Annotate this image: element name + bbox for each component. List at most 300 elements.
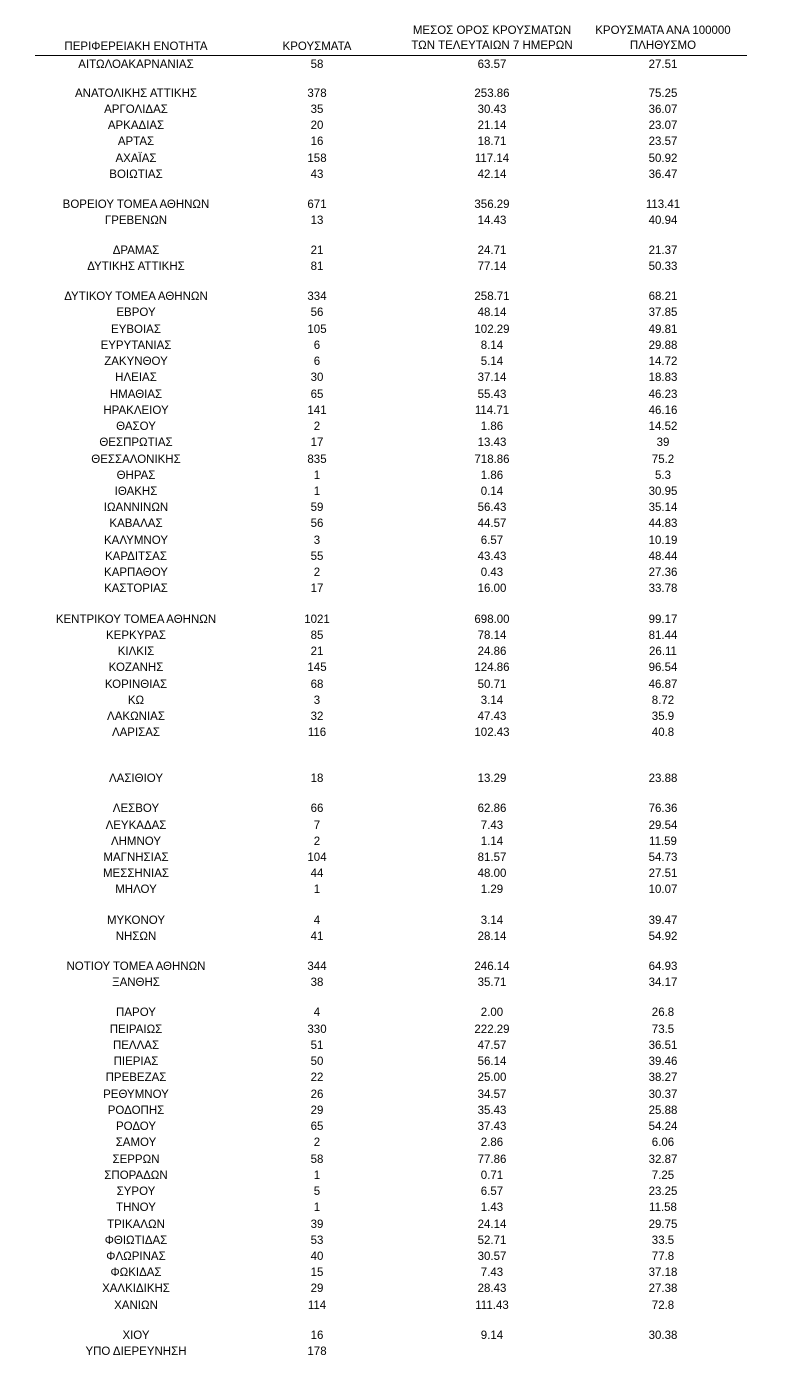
row-regional-unit: ΦΘΙΩΤΙΔΑΣ: [104, 1235, 168, 1247]
row-cases: 141: [307, 405, 327, 417]
row-cases: 2: [313, 421, 321, 433]
row-cases: 39: [310, 1219, 324, 1231]
row-per-100k: 40.8: [651, 727, 675, 739]
table-row: [0, 1201, 805, 1216]
row-per-100k: 23.07: [648, 120, 678, 132]
table-row: [0, 1055, 805, 1070]
row-cases: 178: [307, 1346, 327, 1358]
row-regional-unit: ΓΡΕΒΕΝΩΝ: [104, 215, 168, 227]
row-cases: 2: [313, 567, 321, 579]
row-regional-unit: ΚΑΒΑΛΑΣ: [109, 518, 163, 530]
table-row: [0, 1120, 805, 1135]
row-per-100k: 23.88: [648, 773, 678, 785]
row-per-100k: 11.59: [649, 836, 677, 848]
table-row: [0, 1266, 805, 1281]
row-per-100k: 18.83: [648, 372, 678, 384]
row-cases: 40: [310, 1251, 324, 1263]
row-cases: 114: [307, 1300, 327, 1312]
row-7day-average: 2.86: [480, 1137, 504, 1149]
table-row: [0, 58, 805, 73]
row-7day-average: 55.43: [477, 389, 507, 401]
row-7day-average: 37.43: [477, 1121, 507, 1133]
table-row: [0, 420, 805, 435]
row-regional-unit: ΑΡΤΑΣ: [117, 136, 155, 148]
row-per-100k: 32.87: [648, 1154, 678, 1166]
row-7day-average: 34.57: [477, 1089, 507, 1101]
row-regional-unit: ΚΟΡΙΝΘΙΑΣ: [104, 679, 168, 691]
row-cases: 158: [307, 153, 327, 165]
row-7day-average: 222.29: [474, 1024, 510, 1036]
table-row: [0, 485, 805, 500]
row-per-100k: 49.81: [648, 324, 678, 336]
table-row: [0, 976, 805, 991]
row-7day-average: 3.14: [480, 695, 504, 707]
row-cases: 21: [310, 646, 324, 658]
table-row: [0, 1153, 805, 1168]
row-regional-unit: ΡΟΔΟΠΗΣ: [107, 1105, 165, 1117]
table-row: [0, 469, 805, 484]
row-regional-unit: ΚΑΣΤΟΡΙΑΣ: [104, 583, 168, 595]
row-regional-unit: ΜΗΛΟΥ: [115, 884, 157, 896]
table-row: [0, 339, 805, 354]
table-row: [0, 1023, 805, 1038]
row-regional-unit: ΜΥΚΟΝΟΥ: [106, 915, 166, 927]
row-7day-average: 24.86: [477, 646, 507, 658]
row-7day-average: 50.71: [477, 679, 507, 691]
row-per-100k: 99.17: [648, 614, 678, 626]
row-7day-average: 18.71: [477, 136, 507, 148]
row-per-100k: 30.38: [648, 1330, 678, 1342]
row-regional-unit: ΑΝΑΤΟΛΙΚΗΣ ΑΤΤΙΚΗΣ: [74, 88, 197, 100]
row-cases: 344: [307, 961, 327, 973]
row-regional-unit: ΜΕΣΣΗΝΙΑΣ: [102, 868, 170, 880]
row-7day-average: 14.43: [477, 215, 507, 227]
row-cases: 65: [310, 389, 324, 401]
row-per-100k: 50.33: [648, 261, 678, 273]
row-7day-average: 111.43: [475, 1300, 509, 1312]
row-regional-unit: ΚΑΡΠΑΘΟΥ: [104, 567, 168, 579]
row-per-100k: 33.78: [648, 583, 678, 595]
row-cases: 58: [310, 59, 324, 71]
row-per-100k: 35.14: [648, 502, 678, 514]
table-row: [0, 645, 805, 660]
row-7day-average: 63.57: [477, 59, 507, 71]
row-per-100k: 27.51: [648, 59, 678, 71]
table-row: [0, 1345, 805, 1360]
table-row: [0, 355, 805, 370]
row-7day-average: 1.14: [480, 836, 504, 848]
row-regional-unit: ΘΕΣΣΑΛΟΝΙΚΗΣ: [91, 454, 181, 466]
table-row: [0, 323, 805, 338]
row-cases: 104: [307, 852, 327, 864]
row-regional-unit: ΣΑΜΟΥ: [115, 1137, 157, 1149]
header-cases-per-100k-line1: ΚΡΟΥΣΜΑΤΑ ΑΝΑ 100000: [595, 25, 731, 37]
row-regional-unit: ΗΡΑΚΛΕΙΟΥ: [103, 405, 169, 417]
table-row: [0, 1039, 805, 1054]
table-row: [0, 371, 805, 386]
row-cases: 1: [313, 470, 321, 482]
row-regional-unit: ΛΑΡΙΣΑΣ: [111, 727, 161, 739]
row-cases: 38: [310, 977, 324, 989]
row-7day-average: 47.43: [477, 711, 507, 723]
row-per-100k: 29.75: [648, 1219, 678, 1231]
row-regional-unit: ΧΙΟΥ: [122, 1330, 150, 1342]
row-per-100k: 54.92: [648, 931, 678, 943]
row-cases: 58: [310, 1154, 324, 1166]
table-row: [0, 566, 805, 581]
row-per-100k: 72.8: [651, 1300, 675, 1312]
row-7day-average: 30.43: [477, 104, 507, 116]
row-cases: 671: [307, 199, 327, 211]
table-row: [0, 214, 805, 229]
row-regional-unit: ΛΑΣΙΘΙΟΥ: [108, 773, 164, 785]
row-cases: 81: [310, 261, 324, 273]
row-regional-unit: ΑΧΑΪΑΣ: [115, 153, 157, 165]
table-row: [0, 678, 805, 693]
table-row: [0, 960, 805, 975]
row-7day-average: 0.71: [480, 1170, 504, 1182]
row-regional-unit: ΘΑΣΟΥ: [116, 421, 156, 433]
row-per-100k: 39.46: [648, 1056, 678, 1068]
row-7day-average: 28.14: [477, 931, 507, 943]
row-regional-unit: ΠΙΕΡΙΑΣ: [113, 1056, 159, 1068]
row-7day-average: 52.71: [477, 1235, 507, 1247]
row-cases: 35: [310, 104, 324, 116]
row-7day-average: 5.14: [480, 356, 504, 368]
row-7day-average: 28.43: [477, 1283, 507, 1295]
row-regional-unit: ΚΟΖΑΝΗΣ: [108, 662, 164, 674]
row-7day-average: 258.71: [474, 291, 510, 303]
row-7day-average: 9.14: [480, 1330, 504, 1342]
row-per-100k: 46.87: [648, 679, 678, 691]
row-7day-average: 16.00: [477, 583, 507, 595]
row-cases: 1: [313, 1170, 321, 1182]
row-cases: 15: [310, 1267, 324, 1279]
row-7day-average: 6.57: [480, 535, 504, 547]
row-7day-average: 7.43: [480, 820, 504, 832]
header-cases-per-100k-line2: ΠΛΗΘΥΣΜΟ: [629, 40, 697, 52]
table-row: [0, 244, 805, 259]
table-row: [0, 1329, 805, 1344]
table-row: [0, 930, 805, 945]
row-regional-unit: ΤΡΙΚΑΛΩΝ: [107, 1219, 165, 1231]
row-cases: 330: [307, 1024, 327, 1036]
table-row: [0, 87, 805, 102]
row-regional-unit: ΤΗΝΟΥ: [116, 1202, 156, 1214]
row-per-100k: 33.5: [651, 1235, 675, 1247]
row-per-100k: 29.54: [648, 820, 678, 832]
row-per-100k: 11.58: [649, 1202, 677, 1214]
row-7day-average: 44.57: [477, 518, 507, 530]
row-per-100k: 6.06: [651, 1137, 675, 1149]
row-per-100k: 30.37: [648, 1089, 678, 1101]
row-cases: 16: [310, 136, 324, 148]
row-regional-unit: ΔΡΑΜΑΣ: [112, 245, 160, 257]
row-regional-unit: ΙΩΑΝΝΙΝΩΝ: [103, 502, 169, 514]
table-row: [0, 152, 805, 167]
row-cases: 145: [307, 662, 327, 674]
table-row: [0, 1169, 805, 1184]
row-regional-unit: ΔΥΤΙΚΟΥ ΤΟΜΕΑ ΑΘΗΝΩΝ: [64, 291, 208, 303]
row-7day-average: 56.43: [477, 502, 507, 514]
row-cases: 20: [310, 120, 324, 132]
row-per-100k: 81.44: [648, 630, 678, 642]
table-row: [0, 1088, 805, 1103]
row-cases: 13: [310, 215, 324, 227]
row-regional-unit: ΗΜΑΘΙΑΣ: [109, 389, 163, 401]
row-cases: 18: [310, 773, 324, 785]
row-7day-average: 698.00: [474, 614, 510, 626]
table-row: [0, 168, 805, 183]
row-per-100k: 27.36: [648, 567, 678, 579]
row-7day-average: 81.57: [477, 852, 507, 864]
row-7day-average: 356.29: [474, 199, 510, 211]
table-row: [0, 1234, 805, 1249]
row-cases: 26: [310, 1089, 324, 1101]
row-7day-average: 48.00: [477, 868, 507, 880]
table-row: [0, 629, 805, 644]
row-per-100k: 113.41: [645, 199, 681, 211]
row-cases: 66: [310, 803, 324, 815]
row-cases: 85: [310, 630, 324, 642]
table-row: [0, 1218, 805, 1233]
row-cases: 334: [307, 291, 327, 303]
table-row: [0, 835, 805, 850]
table-row: [0, 260, 805, 275]
row-cases: 53: [310, 1235, 324, 1247]
table-row: [0, 517, 805, 532]
row-regional-unit: ΛΕΥΚΑΔΑΣ: [105, 820, 167, 832]
row-per-100k: 75.2: [651, 454, 675, 466]
row-cases: 4: [313, 1007, 321, 1019]
row-regional-unit: ΑΡΚΑΔΙΑΣ: [107, 120, 165, 132]
row-7day-average: 43.43: [477, 551, 507, 563]
row-per-100k: 27.51: [648, 868, 678, 880]
row-per-100k: 10.19: [648, 535, 678, 547]
table-row: [0, 1250, 805, 1265]
row-per-100k: 14.72: [648, 356, 678, 368]
row-regional-unit: ΚΑΡΔΙΤΣΑΣ: [105, 551, 167, 563]
row-cases: 44: [310, 868, 324, 880]
row-cases: 56: [310, 307, 324, 319]
row-cases: 7: [313, 820, 321, 832]
row-7day-average: 25.00: [477, 1072, 507, 1084]
row-per-100k: 76.36: [648, 803, 678, 815]
row-cases: 378: [307, 88, 327, 100]
row-cases: 6: [313, 356, 321, 368]
row-per-100k: 38.27: [648, 1072, 678, 1084]
row-7day-average: 21.14: [477, 120, 507, 132]
row-cases: 32: [310, 711, 324, 723]
table-row: [0, 1071, 805, 1086]
row-cases: 5: [313, 1186, 321, 1198]
row-per-100k: 54.24: [648, 1121, 678, 1133]
row-regional-unit: ΥΠΟ ΔΙΕΡΕΥΝΗΣΗ: [85, 1346, 187, 1358]
row-cases: 21: [310, 245, 324, 257]
row-regional-unit: ΚΙΛΚΙΣ: [117, 646, 155, 658]
row-regional-unit: ΒΟΙΩΤΙΑΣ: [109, 169, 163, 181]
row-per-100k: 44.83: [648, 518, 678, 530]
row-regional-unit: ΒΟΡΕΙΟΥ ΤΟΜΕΑ ΑΘΗΝΩΝ: [62, 199, 210, 211]
table-row: [0, 710, 805, 725]
row-7day-average: 124.86: [474, 662, 510, 674]
table-row: [0, 103, 805, 118]
table-row: [0, 534, 805, 549]
table-row: [0, 1104, 805, 1119]
row-regional-unit: ΚΑΛΥΜΝΟΥ: [104, 535, 168, 547]
row-regional-unit: ΚΕΡΚΥΡΑΣ: [106, 630, 166, 642]
row-7day-average: 6.57: [480, 1186, 504, 1198]
row-per-100k: 36.51: [648, 1040, 678, 1052]
row-per-100k: 37.18: [648, 1267, 678, 1279]
table-row: [0, 1185, 805, 1200]
row-7day-average: 30.57: [477, 1251, 507, 1263]
table-row: [0, 290, 805, 305]
row-regional-unit: ΧΑΛΚΙΔΙΚΗΣ: [102, 1283, 170, 1295]
row-regional-unit: ΠΑΡΟΥ: [116, 1007, 156, 1019]
row-regional-unit: ΡΟΔΟΥ: [115, 1121, 157, 1133]
row-per-100k: 36.47: [648, 169, 678, 181]
row-per-100k: 27.38: [648, 1283, 678, 1295]
row-7day-average: 35.71: [477, 977, 507, 989]
table-row: [0, 388, 805, 403]
row-per-100k: 23.25: [648, 1186, 678, 1198]
row-per-100k: 26.8: [651, 1007, 675, 1019]
row-regional-unit: ΧΑΝΙΩΝ: [114, 1300, 158, 1312]
row-7day-average: 102.29: [474, 324, 510, 336]
row-regional-unit: ΣΕΡΡΩΝ: [112, 1154, 160, 1166]
row-per-100k: 37.85: [648, 307, 678, 319]
row-per-100k: 21.37: [648, 245, 678, 257]
row-regional-unit: ΑΡΓΟΛΙΔΑΣ: [104, 104, 168, 116]
table-row: [0, 306, 805, 321]
row-per-100k: 8.72: [651, 695, 675, 707]
row-cases: 50: [310, 1056, 324, 1068]
row-regional-unit: ΠΡΕΒΕΖΑΣ: [105, 1072, 167, 1084]
row-cases: 105: [307, 324, 327, 336]
table-row: [0, 582, 805, 597]
row-regional-unit: ΕΥΡΥΤΑΝΙΑΣ: [100, 340, 172, 352]
row-regional-unit: ΦΛΩΡΙΝΑΣ: [106, 1251, 166, 1263]
row-cases: 6: [313, 340, 321, 352]
row-regional-unit: ΛΕΣΒΟΥ: [112, 803, 160, 815]
row-regional-unit: ΛΑΚΩΝΙΑΣ: [107, 711, 165, 723]
row-cases: 1021: [304, 614, 330, 626]
row-7day-average: 24.71: [477, 245, 507, 257]
row-cases: 3: [313, 695, 321, 707]
row-7day-average: 13.43: [477, 437, 507, 449]
row-per-100k: 10.07: [648, 884, 678, 896]
row-per-100k: 36.07: [648, 104, 678, 116]
row-regional-unit: ΘΗΡΑΣ: [116, 470, 156, 482]
row-per-100k: 29.88: [648, 340, 678, 352]
row-per-100k: 30.95: [648, 486, 678, 498]
row-cases: 4: [313, 915, 321, 927]
row-per-100k: 39: [656, 437, 670, 449]
row-regional-unit: ΗΛΕΙΑΣ: [115, 372, 157, 384]
table-row: [0, 819, 805, 834]
row-regional-unit: ΠΕΛΛΑΣ: [112, 1040, 160, 1052]
row-cases: 29: [310, 1283, 324, 1295]
row-cases: 29: [310, 1105, 324, 1117]
row-7day-average: 117.14: [474, 153, 510, 165]
row-regional-unit: ΑΙΤΩΛΟΑΚΑΡΝΑΝΙΑΣ: [78, 59, 194, 71]
row-cases: 2: [313, 1137, 321, 1149]
row-cases: 116: [307, 727, 327, 739]
row-cases: 65: [310, 1121, 324, 1133]
row-per-100k: 64.93: [648, 961, 678, 973]
table-row: [0, 1136, 805, 1151]
row-7day-average: 1.29: [480, 884, 504, 896]
row-7day-average: 0.43: [480, 567, 504, 579]
header-cases: ΚΡΟΥΣΜΑΤΑ: [282, 41, 352, 53]
row-regional-unit: ΝΗΣΩΝ: [115, 931, 157, 943]
row-regional-unit: ΘΕΣΠΡΩΤΙΑΣ: [99, 437, 173, 449]
row-7day-average: 77.14: [477, 261, 507, 273]
row-cases: 59: [310, 502, 324, 514]
row-regional-unit: ΣΠΟΡΑΔΩΝ: [104, 1170, 168, 1182]
table-row: [0, 501, 805, 516]
table-row: [0, 436, 805, 451]
row-cases: 30: [310, 372, 324, 384]
row-per-100k: 26.11: [649, 646, 677, 658]
table-row: [0, 1282, 805, 1297]
row-regional-unit: ΦΩΚΙΔΑΣ: [110, 1267, 162, 1279]
row-7day-average: 56.14: [477, 1056, 507, 1068]
row-regional-unit: ΝΟΤΙΟΥ ΤΟΜΕΑ ΑΘΗΝΩΝ: [66, 961, 206, 973]
row-per-100k: 96.54: [648, 662, 678, 674]
row-regional-unit: ΜΑΓΝΗΣΙΑΣ: [103, 852, 169, 864]
table-row: [0, 404, 805, 419]
table-row: [0, 1006, 805, 1021]
table-row: [0, 772, 805, 787]
row-regional-unit: ΕΥΒΟΙΑΣ: [111, 324, 161, 336]
row-7day-average: 37.14: [477, 372, 507, 384]
row-7day-average: 77.86: [477, 1154, 507, 1166]
row-cases: 68: [310, 679, 324, 691]
table-row: [0, 613, 805, 628]
row-regional-unit: ΙΘΑΚΗΣ: [114, 486, 158, 498]
row-regional-unit: ΣΥΡΟΥ: [116, 1186, 156, 1198]
row-7day-average: 24.14: [477, 1219, 507, 1231]
row-7day-average: 253.86: [474, 88, 510, 100]
row-per-100k: 35.9: [651, 711, 675, 723]
row-regional-unit: ΡΕΘΥΜΝΟΥ: [103, 1089, 169, 1101]
table-row: [0, 453, 805, 468]
row-cases: 56: [310, 518, 324, 530]
table-row: [0, 135, 805, 150]
row-per-100k: 40.94: [648, 215, 678, 227]
row-per-100k: 7.25: [651, 1170, 675, 1182]
row-7day-average: 13.29: [477, 773, 507, 785]
row-7day-average: 78.14: [477, 630, 507, 642]
row-7day-average: 718.86: [474, 454, 510, 466]
row-7day-average: 102.43: [474, 727, 510, 739]
table-row: [0, 119, 805, 134]
row-regional-unit: ΛΗΜΝΟΥ: [110, 836, 162, 848]
row-7day-average: 1.86: [480, 421, 504, 433]
row-regional-unit: ΔΥΤΙΚΗΣ ΑΤΤΙΚΗΣ: [87, 261, 185, 273]
row-cases: 1: [313, 884, 321, 896]
row-per-100k: 75.25: [648, 88, 678, 100]
row-regional-unit: ΞΑΝΘΗΣ: [112, 977, 160, 989]
row-per-100k: 46.23: [648, 389, 678, 401]
row-7day-average: 0.14: [480, 486, 504, 498]
header-7day-average-line2: ΤΩΝ ΤΕΛΕΥΤΑΙΩΝ 7 ΗΜΕΡΩΝ: [411, 40, 573, 52]
table-row: [0, 726, 805, 741]
row-per-100k: 73.5: [651, 1024, 675, 1036]
row-7day-average: 1.86: [480, 470, 504, 482]
